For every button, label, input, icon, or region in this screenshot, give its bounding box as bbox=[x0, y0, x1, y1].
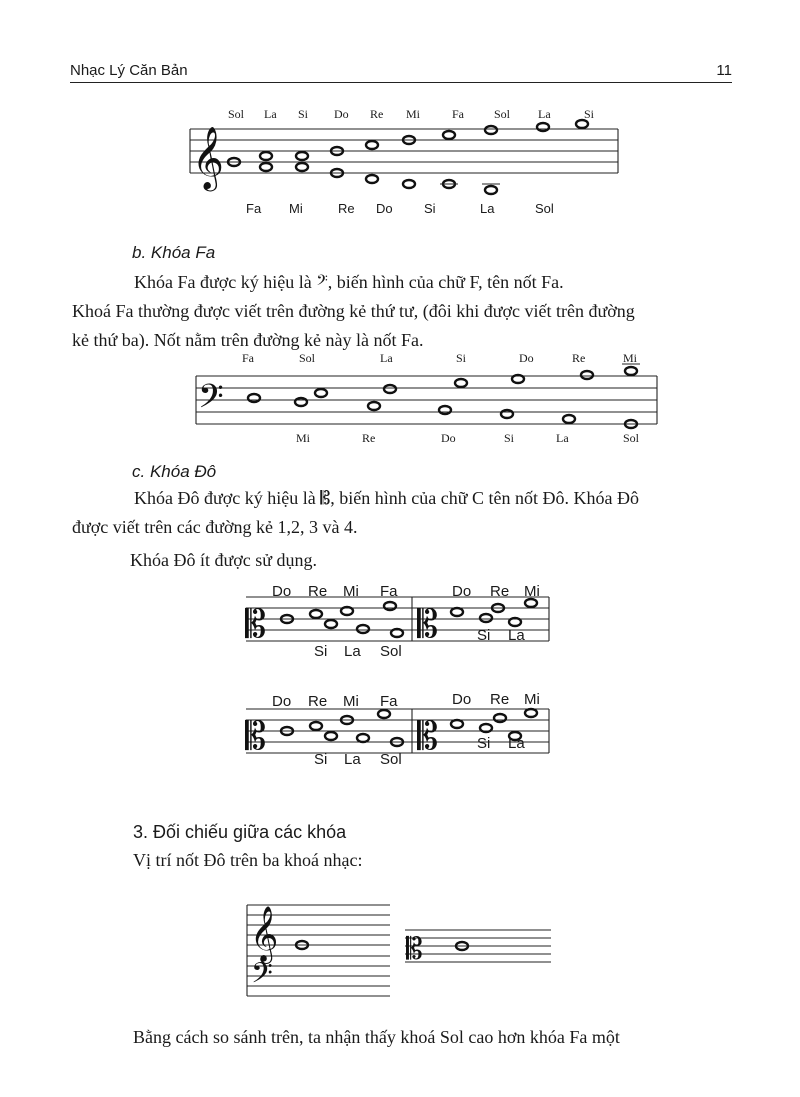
alto-staff-lines bbox=[405, 930, 551, 962]
note-label: Do bbox=[376, 201, 393, 216]
note-label: Fa bbox=[380, 583, 398, 600]
note-label: Mi bbox=[623, 351, 638, 365]
note-label: La bbox=[508, 627, 525, 644]
note-label: Re bbox=[370, 107, 384, 121]
note-label: Si bbox=[584, 107, 595, 121]
note-label: Si bbox=[477, 627, 491, 644]
note-label: Sol bbox=[299, 351, 316, 365]
note-label: La bbox=[344, 751, 361, 768]
paragraph-line: Khóa Đô ít được sử dụng. bbox=[130, 550, 318, 570]
paragraph-line: Khóa Đô được ký hiệu là 𝄡, biến hình của chữ C tên nốt Đô. Khóa Đô bbox=[134, 488, 639, 508]
alto-clef-icon: 𝄡 bbox=[245, 602, 267, 646]
note-label: Sol bbox=[535, 201, 554, 216]
note-label: Mi bbox=[524, 583, 540, 600]
note-label: Fa bbox=[380, 693, 398, 710]
note-label: Mi bbox=[343, 693, 359, 710]
note-label: Do bbox=[272, 583, 292, 600]
note-label: Mi bbox=[343, 583, 359, 600]
section-heading: b. Khóa Fa bbox=[132, 243, 216, 262]
note-label: Sol bbox=[228, 107, 245, 121]
paragraph-line: được viết trên các đường kẻ 1,2, 3 và 4. bbox=[72, 517, 358, 537]
note-label: Re bbox=[308, 693, 328, 710]
alto-clef-icon: 𝄡 bbox=[406, 932, 423, 967]
bass-clef-icon: 𝄢 bbox=[198, 378, 224, 424]
note-label: Do bbox=[441, 431, 456, 445]
treble-clef-icon: 𝄞 bbox=[192, 126, 224, 189]
note-label: Si bbox=[314, 751, 328, 768]
note-label: La bbox=[538, 107, 551, 121]
note-label: La bbox=[556, 431, 569, 445]
note-label: Re bbox=[308, 583, 328, 600]
paragraph-line: Khóa Fa được ký hiệu là 𝄢, biến hình của chữ F, tên nốt Fa. bbox=[134, 272, 564, 292]
note-label: Si bbox=[314, 643, 328, 660]
section-heading: c. Khóa Đô bbox=[132, 462, 217, 481]
section-heading: 3. Đối chiếu giữa các khóa bbox=[133, 822, 347, 842]
note-label: Re bbox=[490, 583, 510, 600]
note-label: Do bbox=[452, 691, 472, 708]
note-label: Fa bbox=[242, 351, 254, 365]
treble-clef-icon: 𝄞 bbox=[250, 906, 279, 962]
note-label: Do bbox=[452, 583, 472, 600]
note-label: Fa bbox=[452, 107, 464, 121]
note-label: Do bbox=[334, 107, 349, 121]
note-label: Mi bbox=[524, 691, 540, 708]
note-label: Re bbox=[490, 691, 510, 708]
paragraph-line: Khoá Fa thường được viết trên đường kẻ thứ tư, (đôi khi được viết trên đường bbox=[72, 301, 635, 321]
paragraph-line: kẻ thứ ba). Nốt nằm trên đường kẻ này là nốt Fa. bbox=[72, 330, 424, 350]
note-label: Re bbox=[362, 431, 376, 445]
paragraph-line: Bằng cách so sánh trên, ta nhận thấy khoá Sol cao hơn khóa Fa một bbox=[133, 1027, 620, 1047]
note-label: Si bbox=[477, 735, 491, 752]
note-label: Do bbox=[519, 351, 534, 365]
note-label: Si bbox=[298, 107, 309, 121]
note-label: Sol bbox=[494, 107, 511, 121]
note-label: Re bbox=[338, 201, 355, 216]
note-label: Mi bbox=[296, 431, 311, 445]
note-label: La bbox=[344, 643, 361, 660]
note-label: La bbox=[264, 107, 277, 121]
note-label: Re bbox=[572, 351, 586, 365]
bass-clef-icon: 𝄢 bbox=[251, 957, 273, 997]
note-label: Si bbox=[424, 201, 436, 216]
note-label: Mi bbox=[289, 201, 303, 216]
note-label: Mi bbox=[406, 107, 421, 121]
alto-clef-icon: 𝄡 bbox=[417, 714, 439, 758]
note-label: Fa bbox=[246, 201, 262, 216]
note-label: Sol bbox=[380, 751, 402, 768]
note-label: La bbox=[508, 735, 525, 752]
page-number: 11 bbox=[716, 62, 732, 79]
note-label: Do bbox=[272, 693, 292, 710]
book-title: Nhạc Lý Căn Bản bbox=[70, 62, 188, 79]
paragraph-line: Vị trí nốt Đô trên ba khoá nhạc: bbox=[133, 850, 363, 870]
note-label: Sol bbox=[623, 431, 640, 445]
note-label: Sol bbox=[380, 643, 402, 660]
note-label: Si bbox=[504, 431, 515, 445]
paragraph bbox=[133, 1023, 620, 1052]
note-label: Si bbox=[456, 351, 467, 365]
note-label: La bbox=[480, 201, 495, 216]
note-label: La bbox=[380, 351, 393, 365]
alto-clef-icon: 𝄡 bbox=[245, 714, 267, 758]
alto-clef-icon: 𝄡 bbox=[417, 602, 439, 646]
